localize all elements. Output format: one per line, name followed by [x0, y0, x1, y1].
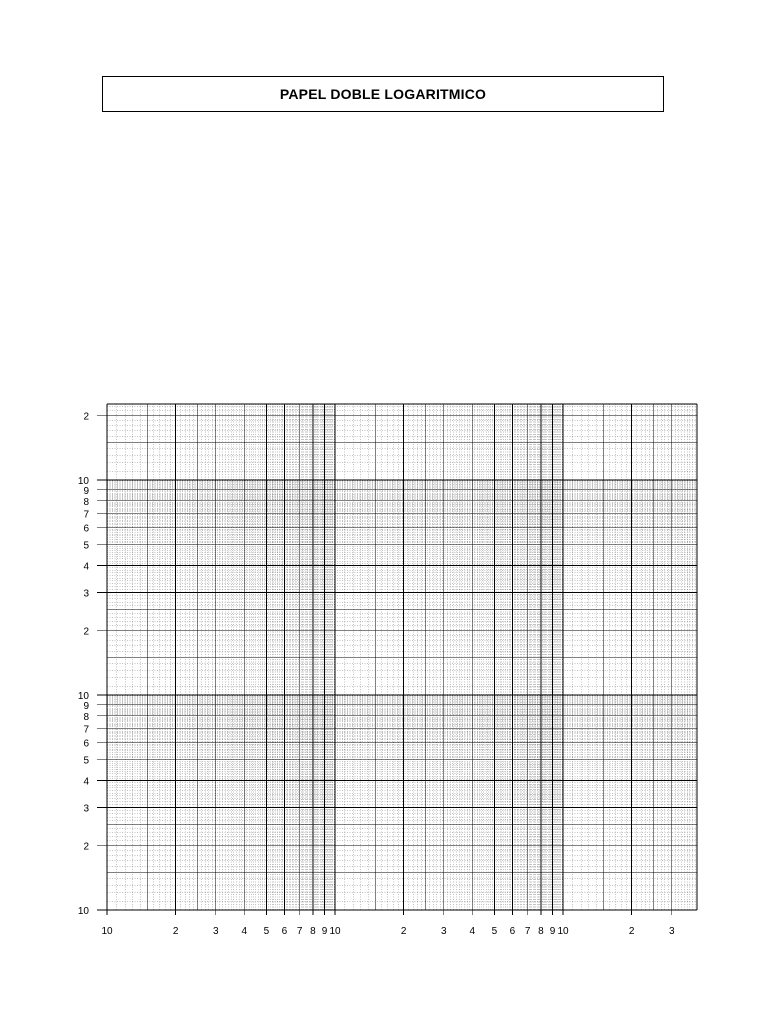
- x-tick-label: 10: [557, 926, 569, 937]
- y-tick-label: 5: [83, 540, 89, 552]
- y-tick-label: 6: [83, 523, 89, 535]
- major-grid-lines: [97, 404, 697, 915]
- y-tick-label: 8: [83, 711, 89, 723]
- y-tick-label: 3: [83, 803, 89, 815]
- x-tick-label: 3: [669, 926, 675, 937]
- x-tick-label: 2: [400, 926, 407, 937]
- y-tick-label: 4: [83, 561, 89, 573]
- y-tick-label: 10: [77, 476, 89, 487]
- y-tick-label: 4: [83, 776, 89, 788]
- x-tick-label: 7: [524, 926, 531, 937]
- x-tick-label: 7: [296, 926, 303, 937]
- y-tick-label: 2: [83, 626, 89, 638]
- page-title: PAPEL DOBLE LOGARITMICO: [279, 86, 487, 102]
- x-tick-label: 8: [310, 926, 316, 937]
- y-tick-label: 6: [83, 738, 89, 750]
- y-tick-label: 3: [83, 588, 89, 600]
- y-tick-label: 2: [83, 411, 89, 423]
- x-tick-label: 6: [281, 926, 288, 937]
- y-tick-label: 8: [83, 496, 89, 508]
- x-tick-label: 5: [263, 926, 270, 937]
- x-tick-label: 4: [241, 926, 248, 937]
- y-axis-labels: [78, 411, 90, 917]
- x-tick-label: 2: [172, 926, 179, 937]
- x-axis-labels: [101, 926, 675, 937]
- x-tick-label: 10: [329, 926, 341, 937]
- y-tick-label: 9: [83, 700, 89, 712]
- y-tick-label: 5: [83, 755, 89, 767]
- x-tick-label: 5: [491, 926, 498, 937]
- y-tick-label: 9: [83, 485, 89, 497]
- y-tick-label: 10: [77, 691, 89, 702]
- x-tick-label: 9: [321, 926, 328, 937]
- x-tick-label: 8: [538, 926, 544, 937]
- x-tick-label: 2: [628, 926, 635, 937]
- x-tick-label: 9: [549, 926, 556, 937]
- x-tick-label: 10: [101, 926, 113, 937]
- x-tick-label: 6: [509, 926, 516, 937]
- y-tick-label: 7: [83, 509, 89, 521]
- x-tick-label: 3: [213, 926, 219, 937]
- x-tick-label: 4: [469, 926, 476, 937]
- y-tick-label: 7: [83, 724, 89, 736]
- y-tick-label: 2: [83, 841, 89, 853]
- y-tick-label: 10: [77, 906, 89, 917]
- x-tick-label: 3: [441, 926, 447, 937]
